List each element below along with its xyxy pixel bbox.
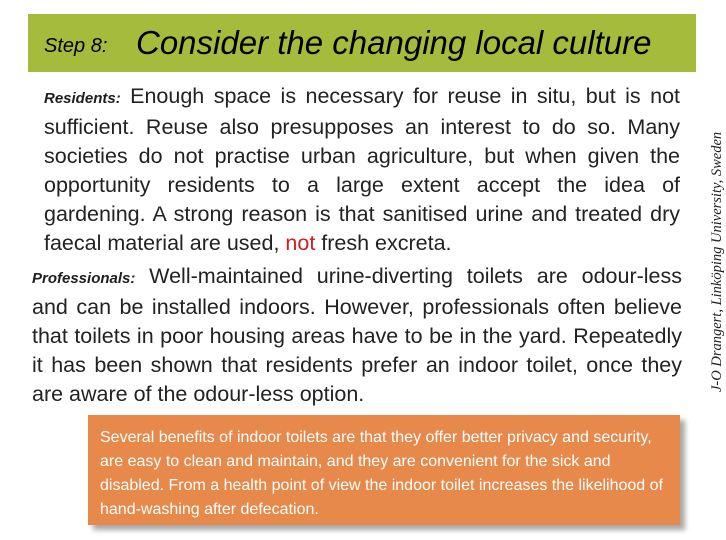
benefits-box	[88, 415, 680, 525]
title-bar	[28, 14, 696, 72]
benefits-text: Several benefits of indoor toilets are that they offer better privacy and security, are easy to clean and maintain, and they are convenient for the sick and disabled. From a health point of view the indoor toilet increases the likelihood of hand-washing after defecation.	[100, 429, 663, 518]
residents-highlight: not	[285, 231, 316, 255]
residents-label: Residents:	[44, 90, 121, 107]
residents-text-end: fresh excreta.	[315, 231, 452, 255]
author-credit: J-O Drangert, Linköping University, Sweden	[709, 131, 725, 392]
professionals-text: Well-maintained urine-diverting toilets are odour-less and can be installed indoors. However, professionals often believe that toilets in poor housing areas have to be in the yard. Repeatedly it has been shown that residents prefer an indoor toilet, once they are aware of the odour-less option.	[32, 264, 682, 406]
residents-text: Enough space is necessary for reuse in situ, but is not sufficient. Reuse also presupposes an interest to do so. Many societies do not practise urban agriculture, but when given the opportunity residents to a large extent accept the idea of gardening. A strong reason is that sanitised urine and treated dry faecal material are used,	[44, 84, 680, 255]
slide-title: Consider the changing local culture	[136, 24, 652, 61]
professionals-paragraph	[32, 262, 682, 409]
professionals-label: Professionals:	[32, 270, 136, 287]
step-label: Step 8:	[44, 35, 108, 57]
residents-paragraph	[44, 82, 680, 258]
